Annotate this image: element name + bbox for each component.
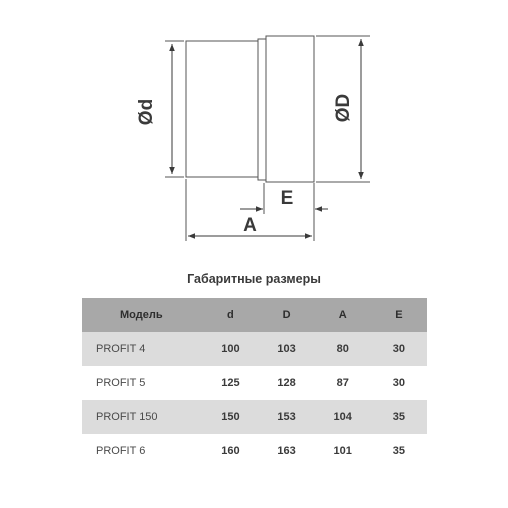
table-header-row: [82, 298, 427, 332]
column-header-model: Модель: [82, 298, 202, 332]
dimension-label-d: Ød: [136, 98, 157, 126]
column-header-A: A: [315, 298, 371, 332]
table-row: [82, 366, 427, 400]
cell-A: 101: [333, 445, 352, 457]
cell-E: 30: [392, 377, 406, 389]
dimensions-table: [82, 298, 427, 468]
cell-A: 80: [315, 332, 371, 366]
dimension-label-E: E: [280, 188, 294, 209]
table-row: [82, 434, 427, 468]
cell-d: 125: [221, 377, 240, 389]
cell-model: PROFIT 5: [96, 377, 146, 389]
table-title: Габаритные размеры: [187, 272, 321, 286]
column-header-d: d: [202, 298, 258, 332]
dimension-label-A: A: [243, 215, 257, 236]
dimension-label-D: ØD: [333, 93, 354, 123]
cell-d: 100: [202, 332, 258, 366]
table-row: [82, 332, 427, 366]
cell-A: 104: [315, 400, 371, 434]
cell-D: 128: [277, 377, 296, 389]
cell-A: 87: [336, 377, 349, 389]
column-header-D: D: [259, 298, 315, 332]
cell-model: PROFIT 150: [82, 400, 202, 434]
cell-d: 150: [202, 400, 258, 434]
large-pipe-outline: [266, 36, 314, 182]
cell-E: 30: [371, 332, 427, 366]
cell-d: 160: [221, 445, 240, 457]
pipe-step-outline: [258, 39, 266, 180]
cell-model: PROFIT 6: [96, 445, 146, 457]
table-row: [82, 400, 427, 434]
small-pipe-outline: [186, 41, 258, 177]
cell-E: 35: [371, 400, 427, 434]
cell-E: 35: [392, 445, 406, 457]
cell-model: PROFIT 4: [82, 332, 202, 366]
column-header-E: E: [371, 298, 427, 332]
cell-D: 163: [277, 445, 296, 457]
cell-D: 153: [259, 400, 315, 434]
cell-D: 103: [259, 332, 315, 366]
